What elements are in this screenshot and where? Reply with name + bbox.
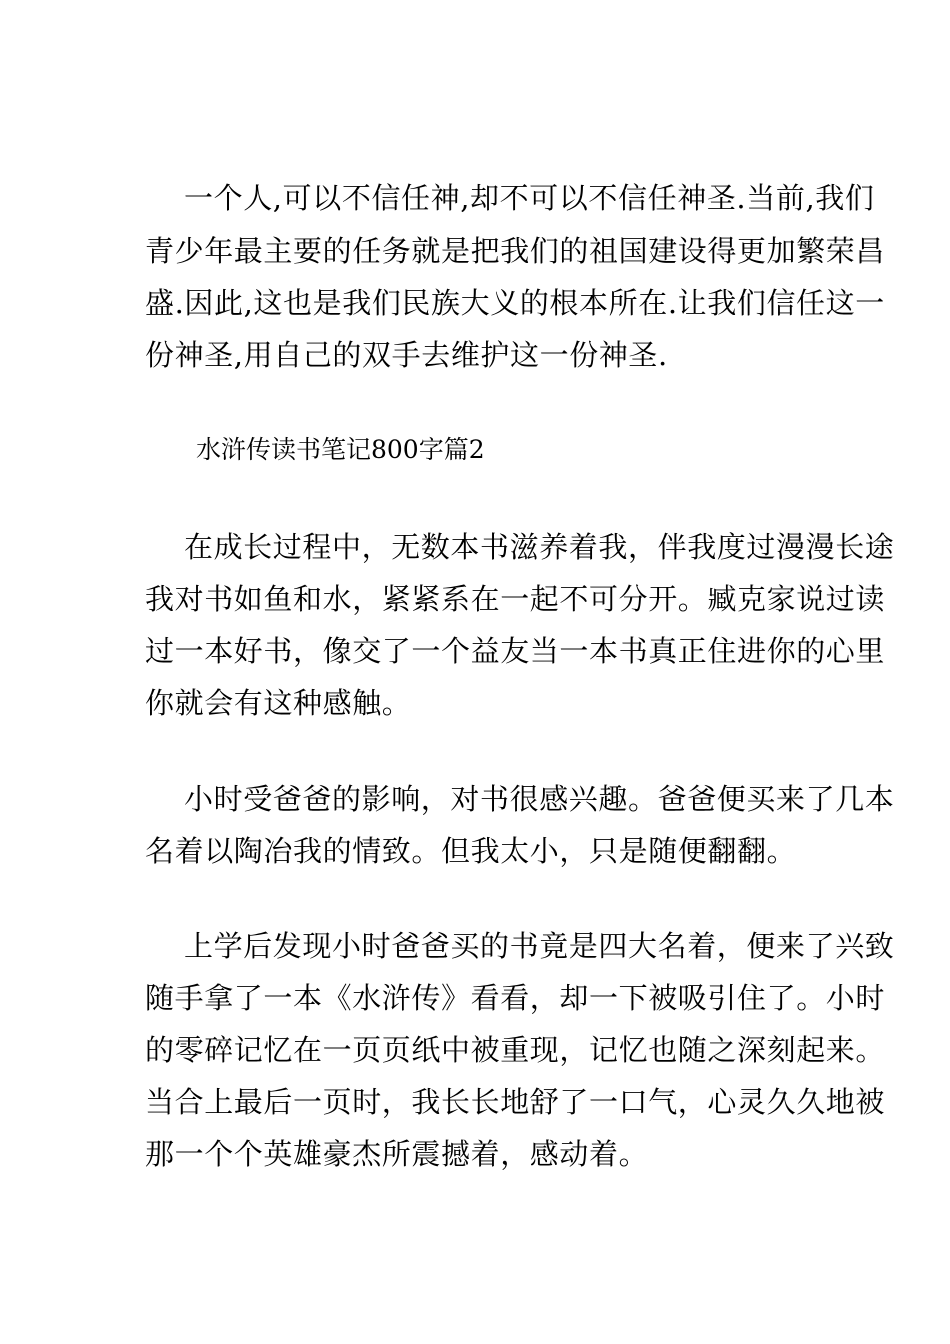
- paragraph-line: 一个人,可以不信任神,却不可以不信任神圣.当前,我们: [184, 181, 875, 215]
- paragraph-line: 名着以陶冶我的情致。但我太小，只是随便翻翻。: [145, 834, 797, 868]
- paragraph-line: 小时受爸爸的影响，对书很感兴趣。爸爸便买来了几本: [184, 782, 895, 816]
- paragraph-line: 盛.因此,这也是我们民族大义的根本所在.让我们信任这一: [145, 286, 885, 320]
- paragraph-line: 你就会有这种感触。: [145, 686, 412, 720]
- paragraph-line: 的零碎记忆在一页页纸中被重现，记忆也随之深刻起来。: [145, 1033, 886, 1067]
- paragraph-line: 那一个个英雄豪杰所震撼着，感动着。: [145, 1137, 649, 1171]
- paragraph-line: 当合上最后一页时，我长长地舒了一口气，心灵久久地被: [145, 1085, 886, 1119]
- section-heading: 水浒传读书笔记800字篇2: [196, 435, 485, 464]
- paragraph-line: 份神圣,用自己的双手去维护这一份神圣.: [145, 338, 668, 372]
- paragraph-line: 我对书如鱼和水，紧紧系在一起不可分开。臧克家说过读: [145, 582, 886, 616]
- paragraph-line: 上学后发现小时爸爸买的书竟是四大名着，便来了兴致: [184, 929, 895, 963]
- paragraph-line: 在成长过程中，无数本书滋养着我，伴我度过漫漫长途: [184, 530, 895, 564]
- paragraph-line: 青少年最主要的任务就是把我们的祖国建设得更加繁荣昌: [145, 234, 886, 268]
- paragraph-line: 随手拿了一本《水浒传》看看，却一下被吸引住了。小时: [145, 981, 886, 1015]
- paragraph-line: 过一本好书，像交了一个益友当一本书真正住进你的心里: [145, 634, 886, 668]
